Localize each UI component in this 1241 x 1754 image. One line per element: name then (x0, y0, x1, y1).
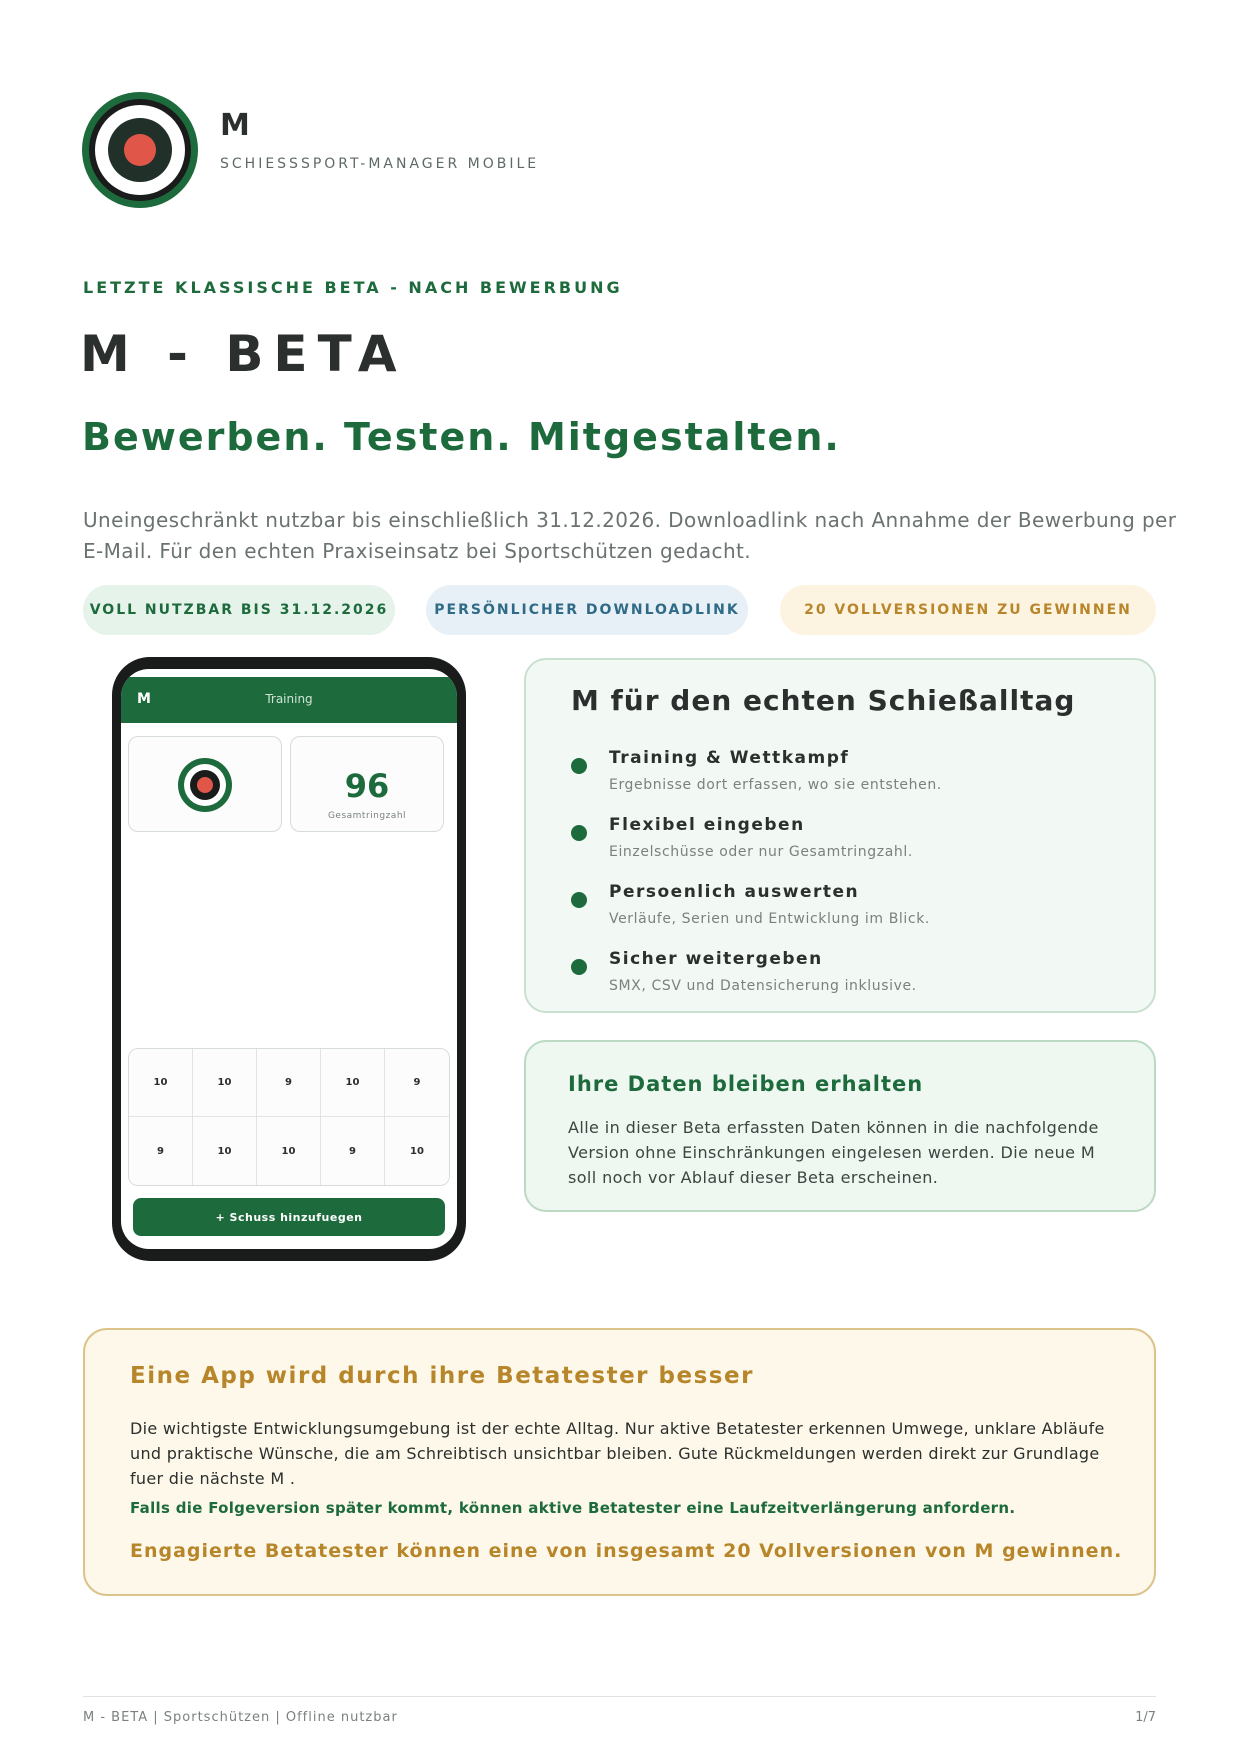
shot-cell[interactable]: 10 (193, 1049, 257, 1117)
app-bar (121, 677, 457, 723)
shot-cell[interactable]: 9 (321, 1117, 385, 1185)
shot-cell[interactable]: 10 (257, 1117, 321, 1185)
shot-cell[interactable]: 9 (257, 1049, 321, 1117)
features-panel (524, 658, 1156, 1013)
shot-cell[interactable]: 9 (385, 1049, 449, 1117)
shot-cell[interactable]: 10 (129, 1049, 193, 1117)
total-score: 96 (344, 767, 390, 805)
bullet-icon (571, 825, 587, 841)
feature-desc: SMX, CSV und Datensicherung inklusive. (609, 978, 917, 994)
footer-divider (83, 1696, 1156, 1697)
bullet-icon (571, 758, 587, 774)
shot-grid (128, 1048, 450, 1186)
app-bar-letter: M (137, 691, 151, 707)
data-retention-panel (524, 1040, 1156, 1212)
target-card (128, 736, 282, 832)
add-shot-button[interactable]: + Schuss hinzufuegen (133, 1198, 445, 1236)
total-score-label: Gesamtringzahl (327, 811, 407, 821)
brand-letter: M (220, 108, 250, 143)
shot-cell[interactable]: 10 (385, 1117, 449, 1185)
data-panel-body: Alle in dieser Beta erfassten Daten können in die nachfolgende Version ohne Einschränkungen eingelesen werden. Die neue M soll noch vor Ablauf dieser Beta erscheinen. (568, 1118, 1099, 1187)
pill-giveaway: 20 VOLLVERSIONEN ZU GEWINNEN (780, 585, 1156, 635)
feature-title: Flexibel eingeben (609, 815, 805, 835)
beta-panel-title: Eine App wird durch ihre Betatester besser (130, 1363, 754, 1389)
features-title: M für den echten Schießalltag (571, 684, 1076, 717)
data-panel-title: Ihre Daten bleiben erhalten (568, 1072, 924, 1096)
shot-cell[interactable]: 10 (321, 1049, 385, 1117)
target-icon (177, 757, 233, 813)
feature-title: Sicher weitergeben (609, 949, 823, 969)
page-subtitle: Bewerben. Testen. Mitgestalten. (82, 415, 841, 459)
feature-desc: Einzelschüsse oder nur Gesamtringzahl. (609, 844, 913, 860)
bullet-icon (571, 892, 587, 908)
feature-title: Persoenlich auswerten (609, 882, 860, 902)
feature-desc: Verläufe, Serien und Entwicklung im Blick. (609, 911, 930, 927)
feature-title: Training & Wettkampf (609, 748, 850, 768)
lead-text: Uneingeschränkt nutzbar bis einschließlich 31.12.2026. Downloadlink nach Annahme der Bewerbung per E-Mail. Für den echten Praxiseinsatz bei Sportschützen gedacht. (83, 508, 1177, 563)
shot-cell[interactable]: 10 (193, 1117, 257, 1185)
feature-desc: Ergebnisse dort erfassen, wo sie entstehen. (609, 777, 942, 793)
page-title: M - BETA (80, 325, 407, 383)
score-card (290, 736, 444, 832)
phone-screen (121, 669, 457, 1249)
footer-text: M - BETA | Sportschützen | Offline nutzbar (83, 1710, 398, 1725)
pill-download-link: PERSÖNLICHER DOWNLOADLINK (426, 585, 748, 635)
app-bar-title: Training (265, 692, 313, 706)
betatester-panel (83, 1328, 1156, 1596)
brand-subtitle: SCHIESSSPORT-MANAGER MOBILE (220, 156, 540, 172)
phone-mockup (112, 657, 466, 1261)
page-number: 1/7 (1135, 1710, 1156, 1725)
eyebrow: LETZTE KLASSISCHE BETA - NACH BEWERBUNG (83, 278, 623, 297)
shot-cell[interactable]: 9 (129, 1117, 193, 1185)
beta-panel-body: Die wichtigste Entwicklungsumgebung ist der echte Alltag. Nur aktive Betatester erkennen Umwege, unklare Abläufe und praktische Wünsche, die am Schreibtisch unsichtbar bleiben. Gute Rückmeldungen werden direkt zur Grundlage fuer die nächste M . (130, 1419, 1105, 1488)
beta-panel-giveaway: Engagierte Betatester können eine von insgesamt 20 Vollversionen von M gewinnen. (130, 1540, 1123, 1562)
bullet-icon (571, 959, 587, 975)
pill-usable-until: VOLL NUTZBAR BIS 31.12.2026 (83, 585, 395, 635)
beta-panel-note: Falls die Folgeversion später kommt, können aktive Betatester eine Laufzeitverlängerung anfordern. (130, 1499, 1016, 1517)
target-logo-icon (80, 90, 200, 210)
